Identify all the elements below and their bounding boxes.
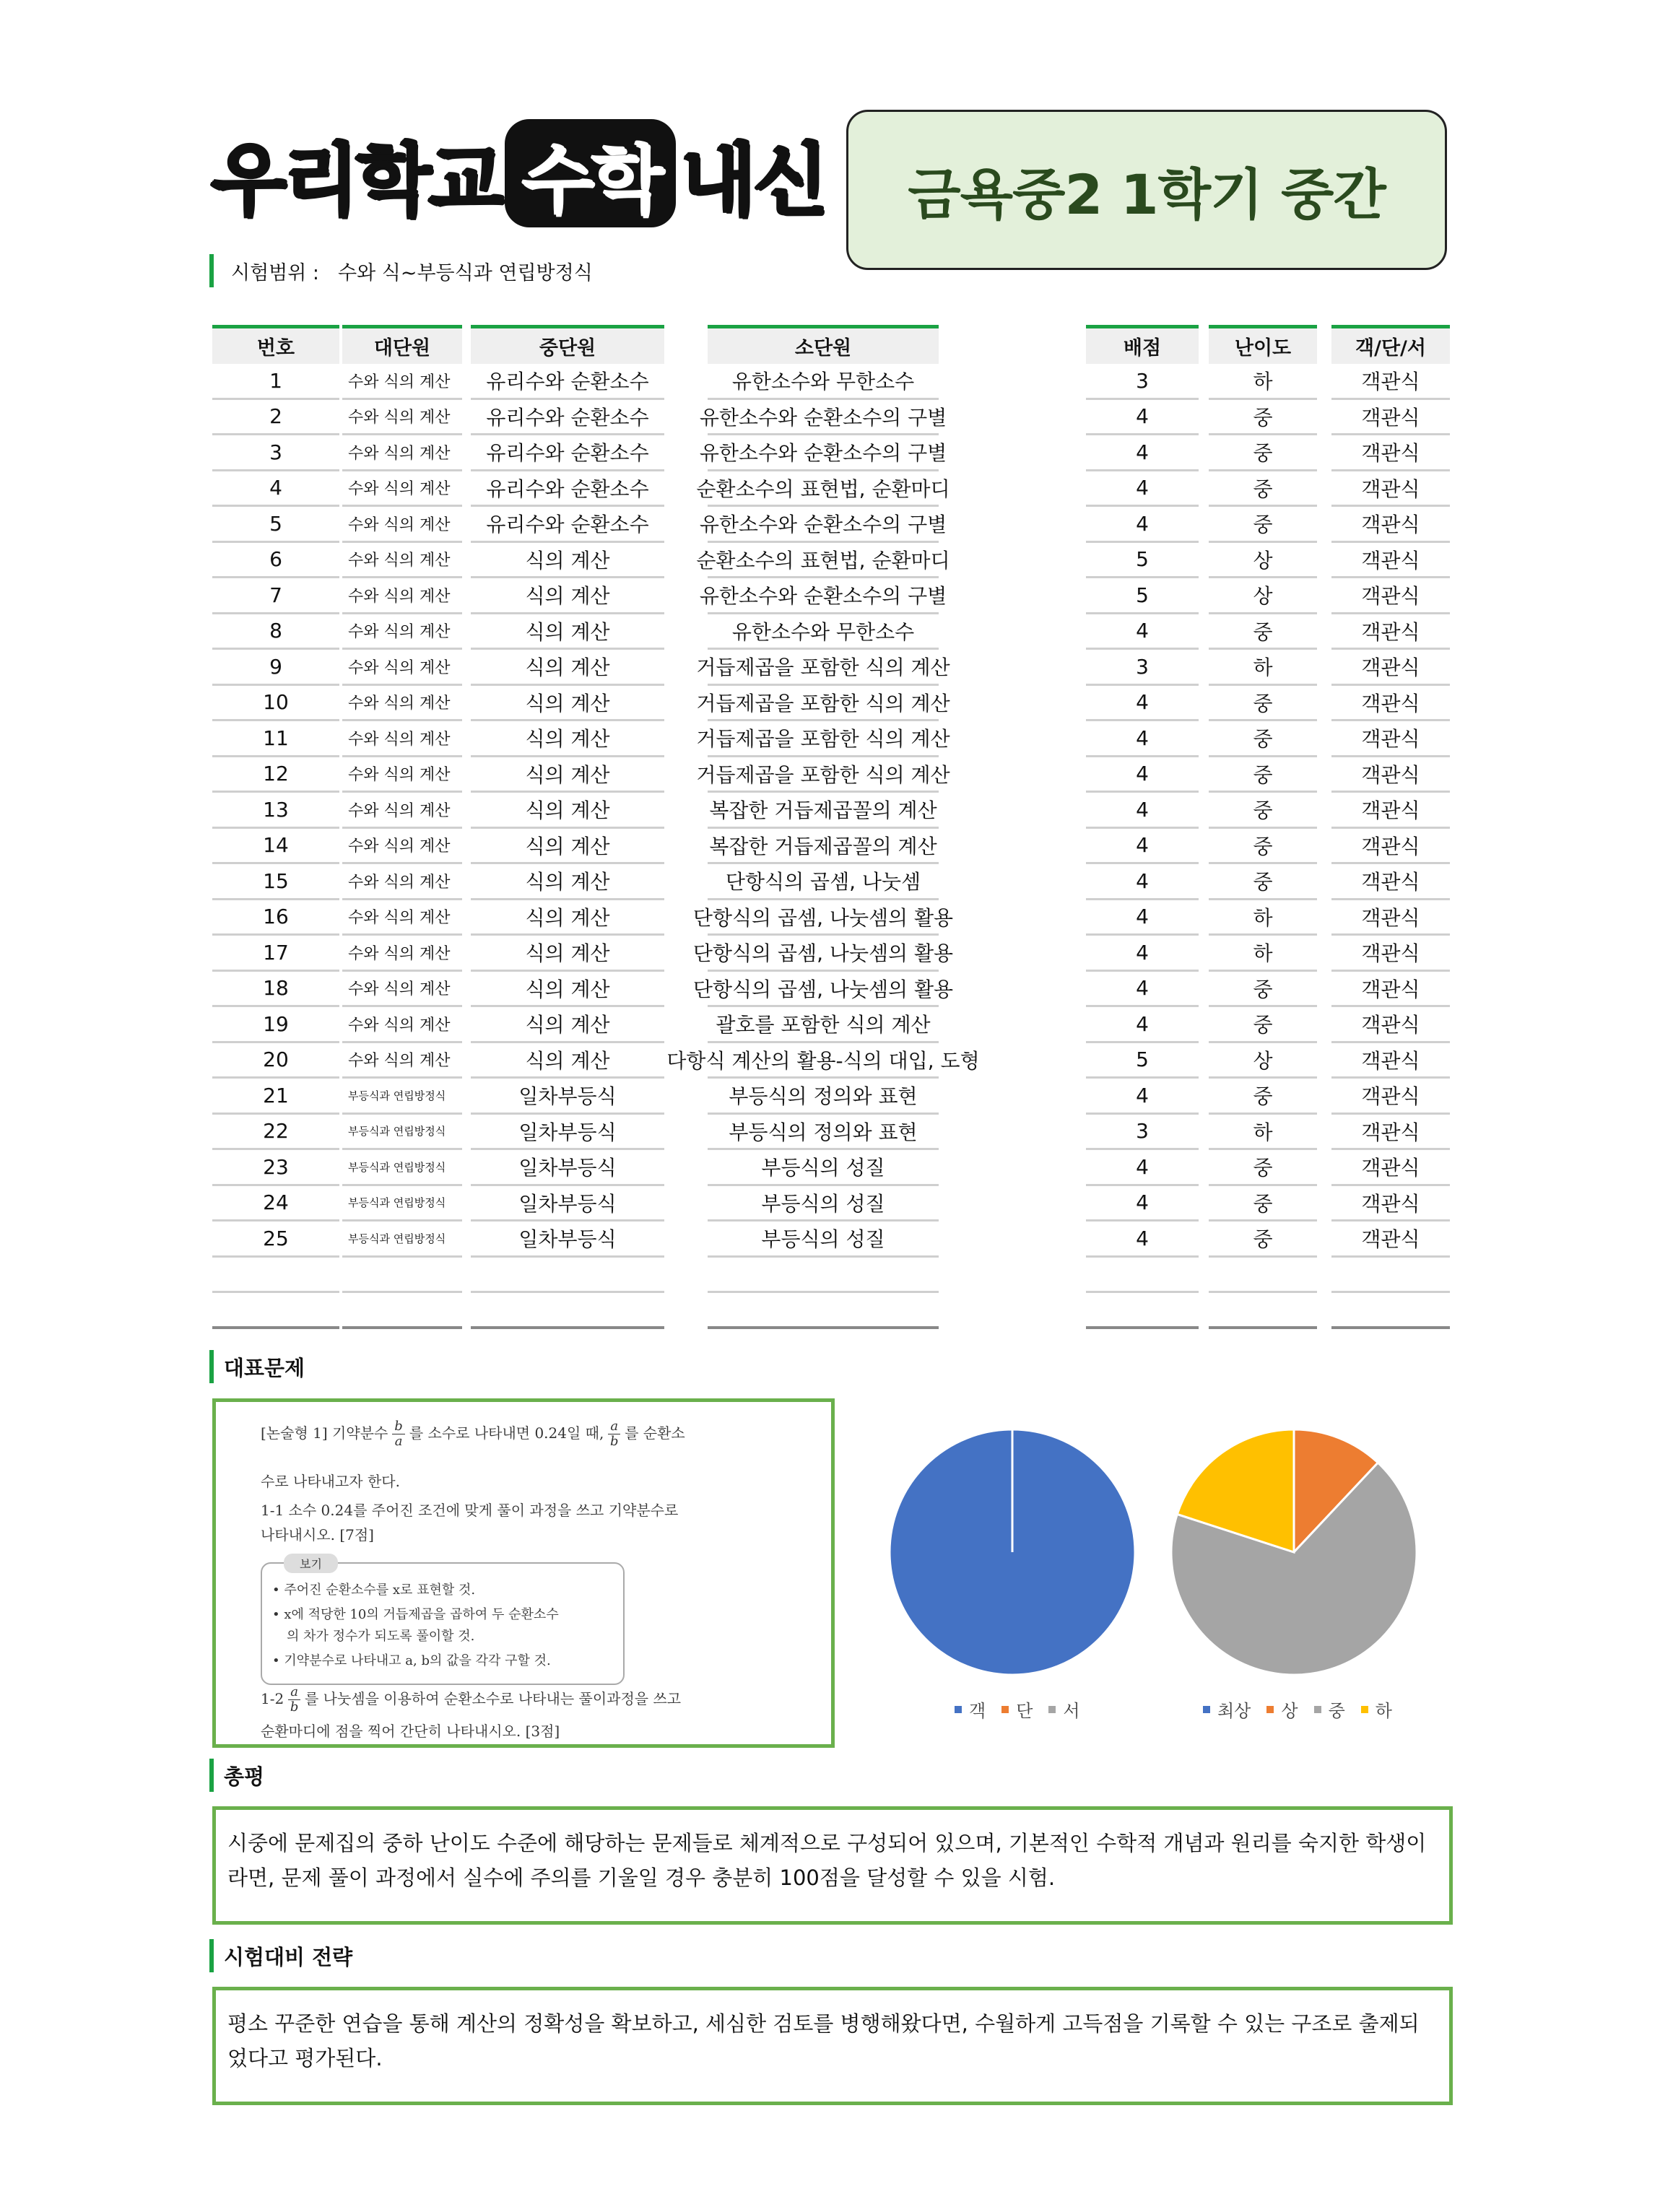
cell-major-unit: 부등식과 연립방정식 [342,1115,462,1151]
cell-score: 4 [1086,1079,1199,1115]
cell-major-unit: 수와 식의 계산 [342,757,462,793]
cell-mid-unit: 식의 계산 [471,1007,664,1043]
cell-score: 3 [1086,650,1199,686]
table-row [212,1258,1450,1294]
cell-type: 객관식 [1331,1115,1450,1151]
cell-score: 3 [1086,364,1199,400]
fraction-a-over-b [608,1419,620,1449]
cell-major-unit [342,1293,462,1329]
type-legend-item [1001,1697,1033,1722]
cell-mid-unit: 식의 계산 [471,793,664,829]
cell-major-unit: 수와 식의 계산 [342,543,462,579]
review-text: 시중에 문제집의 중하 난이도 수준에 해당하는 문제들로 체계적으로 구성되어 있으며, 기본적인 수학적 개념과 원리를 숙지한 학생이라면, 문제 풀이 과정에서 실수에 주의를 기울일 경우 충분히 100점을 달성할 수 있을 시험. [227,1831,1427,1890]
cell-no: 15 [212,864,339,900]
cell-mid-unit: 식의 계산 [471,578,664,614]
cell-type: 객관식 [1331,543,1450,579]
legend-label: 객 [969,1701,986,1721]
cell-sub-unit: 거듭제곱을 포함한 식의 계산 [708,721,939,757]
pie-charts [881,1429,1473,1718]
exam-title: 금욕중2 1학기 중간 [908,162,1386,227]
cell-type: 객관식 [1331,829,1450,865]
cell-major-unit: 수와 식의 계산 [342,793,462,829]
difficulty-legend-item [1266,1697,1298,1722]
cell-difficulty: 중 [1209,1007,1317,1043]
table-row [212,1186,1450,1222]
cell-difficulty: 중 [1209,972,1317,1008]
strategy-box [212,1987,1453,2105]
cell-mid-unit: 식의 계산 [471,1043,664,1079]
legend-swatch [1203,1706,1210,1713]
cell-score: 4 [1086,721,1199,757]
cell-type [1331,1258,1450,1294]
cell-difficulty: 상 [1209,578,1317,614]
cell-score: 4 [1086,1150,1199,1186]
cell-score: 4 [1086,471,1199,508]
cell-no: 23 [212,1150,339,1186]
cell-major-unit: 부등식과 연립방정식 [342,1079,462,1115]
table-row [212,1115,1450,1151]
condition-box-tag: 보기 [284,1554,338,1573]
problem-line-3: 1-1 소수 0.24̇를 주어진 조건에 맞게 풀이 과정을 쓰고 기약분수로 [261,1502,679,1519]
cell-major-unit: 수와 식의 계산 [342,578,462,614]
cell-no: 1 [212,364,339,400]
brand-box [505,119,676,227]
table-row [212,1222,1450,1258]
cell-score: 5 [1086,1043,1199,1079]
cell-mid-unit: 식의 계산 [471,686,664,722]
cell-sub-unit: 거듭제곱을 포함한 식의 계산 [708,757,939,793]
difficulty-legend-item [1203,1697,1251,1722]
table-row [212,543,1450,579]
cell-mid-unit: 식의 계산 [471,829,664,865]
cell-score [1086,1258,1199,1294]
cell-mid-unit: 유리수와 순환소수 [471,400,664,436]
cell-score: 4 [1086,435,1199,471]
cell-difficulty: 상 [1209,543,1317,579]
legend-swatch [1314,1706,1321,1713]
table-row [212,900,1450,936]
table-row [212,829,1450,865]
cell-major-unit: 수와 식의 계산 [342,650,462,686]
cell-difficulty: 중 [1209,1079,1317,1115]
cell-type: 객관식 [1331,721,1450,757]
cell-sub-unit [708,1293,939,1329]
cell-mid-unit: 식의 계산 [471,614,664,650]
legend-swatch [1361,1706,1368,1713]
cell-difficulty [1209,1258,1317,1294]
column-header-type: 객/단/서 [1331,325,1450,364]
exam-scope-value: 수와 식~부등식과 연립방정식 [338,261,593,284]
cell-type: 객관식 [1331,400,1450,436]
cell-sub-unit: 유한소수와 순환소수의 구별 [708,578,939,614]
cell-difficulty: 중 [1209,435,1317,471]
difficulty-legend-item [1361,1697,1392,1722]
cell-difficulty: 상 [1209,1043,1317,1079]
cell-major-unit: 수와 식의 계산 [342,614,462,650]
legend-label: 중 [1328,1701,1345,1721]
cell-type: 객관식 [1331,900,1450,936]
cell-type: 객관식 [1331,686,1450,722]
cell-mid-unit: 유리수와 순환소수 [471,507,664,543]
table-row [212,757,1450,793]
legend-swatch [1266,1706,1274,1713]
table-row [212,936,1450,972]
fraction-numerator: b [392,1419,405,1434]
brand-logo [211,116,825,231]
cell-sub-unit: 괄호를 포함한 식의 계산 [708,1007,939,1043]
table-row [212,972,1450,1008]
condition-box [261,1557,625,1685]
cell-type: 객관식 [1331,364,1450,400]
cell-mid-unit: 유리수와 순환소수 [471,471,664,508]
cell-major-unit: 부등식과 연립방정식 [342,1150,462,1186]
fraction-numerator: a [608,1419,620,1434]
legend-label: 하 [1375,1701,1392,1721]
legend-swatch [1001,1706,1009,1713]
cell-no: 5 [212,507,339,543]
cell-score: 4 [1086,829,1199,865]
cell-type: 객관식 [1331,793,1450,829]
cell-difficulty [1209,1293,1317,1329]
cell-no: 6 [212,543,339,579]
cell-difficulty: 중 [1209,400,1317,436]
cell-no: 3 [212,435,339,471]
table-row [212,507,1450,543]
cell-difficulty: 중 [1209,793,1317,829]
cell-mid-unit: 일차부등식 [471,1079,664,1115]
cell-sub-unit: 단항식의 곱셈, 나눗셈의 활용 [708,972,939,1008]
legend-label: 최상 [1217,1701,1251,1721]
cell-type: 객관식 [1331,1222,1450,1258]
cell-sub-unit: 순환소수의 표현법, 순환마디 [708,471,939,508]
cell-score: 4 [1086,507,1199,543]
problem-line-6: 순환마디에 점을 찍어 간단히 나타내시오. [3점] [261,1723,560,1740]
cell-sub-unit: 유한소수와 무한소수 [708,364,939,400]
cell-no: 18 [212,972,339,1008]
cell-sub-unit: 복잡한 거듭제곱꼴의 계산 [708,829,939,865]
cell-major-unit: 수와 식의 계산 [342,864,462,900]
cell-mid-unit: 일차부등식 [471,1222,664,1258]
cell-type: 객관식 [1331,471,1450,508]
table-row [212,793,1450,829]
type-legend-item [955,1697,986,1722]
cell-no [212,1258,339,1294]
exam-title-box [846,110,1447,270]
fraction-denominator: a [394,1434,403,1449]
cell-no: 25 [212,1222,339,1258]
table-row [212,471,1450,508]
cell-mid-unit: 유리수와 순환소수 [471,364,664,400]
cell-major-unit: 부등식과 연립방정식 [342,1222,462,1258]
exam-scope-label: 시험범위 : [231,261,320,284]
table-row [212,1150,1450,1186]
cell-no: 11 [212,721,339,757]
cell-score: 4 [1086,1222,1199,1258]
cell-major-unit: 부등식과 연립방정식 [342,1186,462,1222]
cell-type: 객관식 [1331,614,1450,650]
table-row [212,400,1450,436]
cell-no: 16 [212,900,339,936]
cell-sub-unit: 단항식의 곱셈, 나눗셈의 활용 [708,900,939,936]
cell-mid-unit: 식의 계산 [471,900,664,936]
column-header-score: 배점 [1086,325,1199,364]
condition-line-3: 의 차가 정수가 되도록 풀이할 것. [287,1629,475,1644]
cell-difficulty: 중 [1209,721,1317,757]
condition-line-4: • 기약분수로 나타내고 a, b의 값을 각각 구할 것. [272,1653,551,1668]
problem-line-5a: 1-2 [261,1690,284,1707]
table-row [212,435,1450,471]
pie-chart-type [890,1429,1135,1675]
type-legend-item [1048,1697,1079,1722]
cell-difficulty: 하 [1209,650,1317,686]
cell-sub-unit: 순환소수의 표현법, 순환마디 [708,543,939,579]
cell-type: 객관식 [1331,1186,1450,1222]
cell-sub-unit: 부등식의 정의와 표현 [708,1115,939,1151]
table-body [212,364,1450,1329]
cell-score: 4 [1086,972,1199,1008]
cell-difficulty: 중 [1209,829,1317,865]
cell-score: 5 [1086,543,1199,579]
table-row [212,364,1450,400]
pie-chart-difficulty [1171,1429,1417,1675]
legend-label: 상 [1281,1701,1298,1721]
condition-line-1: • 주어진 순환소수를 x로 표현할 것. [272,1582,476,1598]
cell-major-unit: 수와 식의 계산 [342,471,462,508]
cell-mid-unit: 유리수와 순환소수 [471,435,664,471]
cell-type: 객관식 [1331,1043,1450,1079]
cell-major-unit: 수와 식의 계산 [342,507,462,543]
cell-difficulty: 중 [1209,507,1317,543]
cell-no: 10 [212,686,339,722]
fraction-denominator: b [609,1434,619,1449]
cell-sub-unit: 단항식의 곱셈, 나눗셈 [708,864,939,900]
cell-sub-unit [708,1258,939,1294]
cell-type: 객관식 [1331,1150,1450,1186]
cell-score: 4 [1086,864,1199,900]
cell-sub-unit: 거듭제곱을 포함한 식의 계산 [708,650,939,686]
problem-line-1c: 를 순환소 [625,1424,685,1442]
cell-type: 객관식 [1331,972,1450,1008]
cell-sub-unit: 다항식 계산의 활용-식의 대입, 도형 [708,1043,939,1079]
representative-problem-box [212,1398,835,1748]
cell-major-unit: 수와 식의 계산 [342,1043,462,1079]
cell-sub-unit: 부등식의 성질 [708,1186,939,1222]
cell-type [1331,1293,1450,1329]
cell-type: 객관식 [1331,757,1450,793]
cell-mid-unit: 일차부등식 [471,1115,664,1151]
cell-mid-unit: 일차부등식 [471,1186,664,1222]
cell-major-unit: 수와 식의 계산 [342,400,462,436]
brand-box-text: 수학 [521,136,661,224]
cell-difficulty: 중 [1209,864,1317,900]
cell-major-unit: 수와 식의 계산 [342,829,462,865]
exam-question-table [212,325,1450,1329]
table-row [212,578,1450,614]
problem-line-2: 수로 나타내고자 한다. [261,1473,400,1490]
cell-difficulty: 중 [1209,614,1317,650]
cell-major-unit: 수와 식의 계산 [342,364,462,400]
cell-no: 19 [212,1007,339,1043]
problem-line-1 [261,1419,685,1449]
cell-mid-unit: 식의 계산 [471,757,664,793]
cell-score [1086,1293,1199,1329]
column-header-major-unit: 대단원 [342,325,462,364]
cell-score: 4 [1086,400,1199,436]
cell-score: 5 [1086,578,1199,614]
cell-no: 17 [212,936,339,972]
table-row [212,1079,1450,1115]
table-row [212,864,1450,900]
problem-line-1a: [논술형 1] 기약분수 [261,1424,388,1442]
cell-type: 객관식 [1331,507,1450,543]
fraction-a-over-b-2 [288,1685,300,1715]
difficulty-legend-item [1314,1697,1345,1722]
cell-difficulty: 하 [1209,900,1317,936]
cell-no: 21 [212,1079,339,1115]
legend-label: 서 [1063,1701,1080,1721]
strategy-text: 평소 꾸준한 연습을 통해 계산의 정확성을 확보하고, 세심한 검토를 병행해왔다면, 수월하게 고득점을 기록할 수 있는 구조로 출제되었다고 평가된다. [227,2011,1420,2071]
cell-score: 3 [1086,1115,1199,1151]
brand-right-text: 내신 [680,135,825,226]
cell-mid-unit [471,1293,664,1329]
legend-swatch [955,1706,962,1713]
cell-no: 4 [212,471,339,508]
cell-mid-unit: 식의 계산 [471,543,664,579]
cell-sub-unit: 부등식의 성질 [708,1150,939,1186]
problem-line-5b: 를 나눗셈을 이용하여 순환소수로 나타내는 풀이과정을 쓰고 [304,1690,682,1707]
column-header-no: 번호 [212,325,339,364]
cell-sub-unit: 유한소수와 순환소수의 구별 [708,507,939,543]
cell-sub-unit: 복잡한 거듭제곱꼴의 계산 [708,793,939,829]
cell-mid-unit: 일차부등식 [471,1150,664,1186]
exam-scope [209,254,593,287]
cell-difficulty: 중 [1209,1222,1317,1258]
section-title-representative: 대표문제 [209,1350,305,1383]
cell-type: 객관식 [1331,864,1450,900]
cell-difficulty: 중 [1209,757,1317,793]
cell-no: 9 [212,650,339,686]
fraction-denominator: b [290,1699,299,1715]
cell-sub-unit: 단항식의 곱셈, 나눗셈의 활용 [708,936,939,972]
cell-mid-unit [471,1258,664,1294]
cell-type: 객관식 [1331,1079,1450,1115]
problem-line-1b: 를 소수로 나타내면 0.24̇일 때, [409,1424,604,1442]
cell-score: 4 [1086,900,1199,936]
cell-major-unit: 수와 식의 계산 [342,435,462,471]
cell-mid-unit: 식의 계산 [471,864,664,900]
problem-line-5 [261,1685,681,1715]
fraction-numerator: a [288,1685,300,1700]
cell-sub-unit: 부등식의 성질 [708,1222,939,1258]
cell-difficulty: 하 [1209,1115,1317,1151]
cell-score: 4 [1086,1186,1199,1222]
legend-swatch [1048,1706,1056,1713]
cell-no: 2 [212,400,339,436]
cell-score: 4 [1086,757,1199,793]
cell-no: 13 [212,793,339,829]
cell-sub-unit: 유한소수와 순환소수의 구별 [708,400,939,436]
column-header-sub-unit: 소단원 [708,325,939,364]
cell-difficulty: 중 [1209,1186,1317,1222]
cell-no: 8 [212,614,339,650]
cell-sub-unit: 부등식의 정의와 표현 [708,1079,939,1115]
cell-sub-unit: 유한소수와 무한소수 [708,614,939,650]
cell-type: 객관식 [1331,1007,1450,1043]
cell-no: 12 [212,757,339,793]
cell-difficulty: 하 [1209,936,1317,972]
cell-major-unit: 수와 식의 계산 [342,972,462,1008]
column-header-difficulty: 난이도 [1209,325,1317,364]
cell-no: 14 [212,829,339,865]
review-box [212,1806,1453,1925]
cell-no: 7 [212,578,339,614]
cell-major-unit [342,1258,462,1294]
cell-difficulty: 중 [1209,686,1317,722]
table-row [212,1043,1450,1079]
table-row [212,686,1450,722]
table-header-row [212,325,1450,364]
cell-score: 4 [1086,686,1199,722]
cell-no: 20 [212,1043,339,1079]
brand-left-text: 우리학교 [211,135,501,226]
cell-type: 객관식 [1331,435,1450,471]
cell-difficulty: 중 [1209,1150,1317,1186]
cell-major-unit: 수와 식의 계산 [342,1007,462,1043]
cell-sub-unit: 유한소수와 순환소수의 구별 [708,435,939,471]
condition-line-2: • x에 적당한 10의 거듭제곱을 곱하여 두 순환소수 [272,1607,559,1622]
cell-no: 24 [212,1186,339,1222]
table-row [212,1293,1450,1329]
cell-major-unit: 수와 식의 계산 [342,721,462,757]
cell-difficulty: 중 [1209,471,1317,508]
cell-mid-unit: 식의 계산 [471,936,664,972]
cell-mid-unit: 식의 계산 [471,721,664,757]
section-title-review: 총평 [209,1759,264,1792]
cell-major-unit: 수와 식의 계산 [342,900,462,936]
table-row [212,650,1450,686]
fraction-b-over-a [392,1419,405,1449]
table-row [212,614,1450,650]
table-row [212,721,1450,757]
pie-legend-difficulty [1203,1697,1392,1722]
section-title-strategy: 시험대비 전략 [209,1939,352,1972]
cell-no [212,1293,339,1329]
cell-mid-unit: 식의 계산 [471,650,664,686]
cell-score: 4 [1086,614,1199,650]
cell-no: 22 [212,1115,339,1151]
cell-score: 4 [1086,1007,1199,1043]
cell-type: 객관식 [1331,650,1450,686]
cell-sub-unit: 거듭제곱을 포함한 식의 계산 [708,686,939,722]
pie-legend-type [955,1697,1080,1722]
cell-score: 4 [1086,936,1199,972]
column-header-mid-unit: 중단원 [471,325,664,364]
cell-major-unit: 수와 식의 계산 [342,936,462,972]
cell-type: 객관식 [1331,578,1450,614]
problem-line-4: 나타내시오. [7점] [261,1526,374,1543]
cell-mid-unit: 식의 계산 [471,972,664,1008]
cell-major-unit: 수와 식의 계산 [342,686,462,722]
table-row [212,1007,1450,1043]
legend-label: 단 [1016,1701,1033,1721]
cell-type: 객관식 [1331,936,1450,972]
cell-difficulty: 하 [1209,364,1317,400]
cell-score: 4 [1086,793,1199,829]
